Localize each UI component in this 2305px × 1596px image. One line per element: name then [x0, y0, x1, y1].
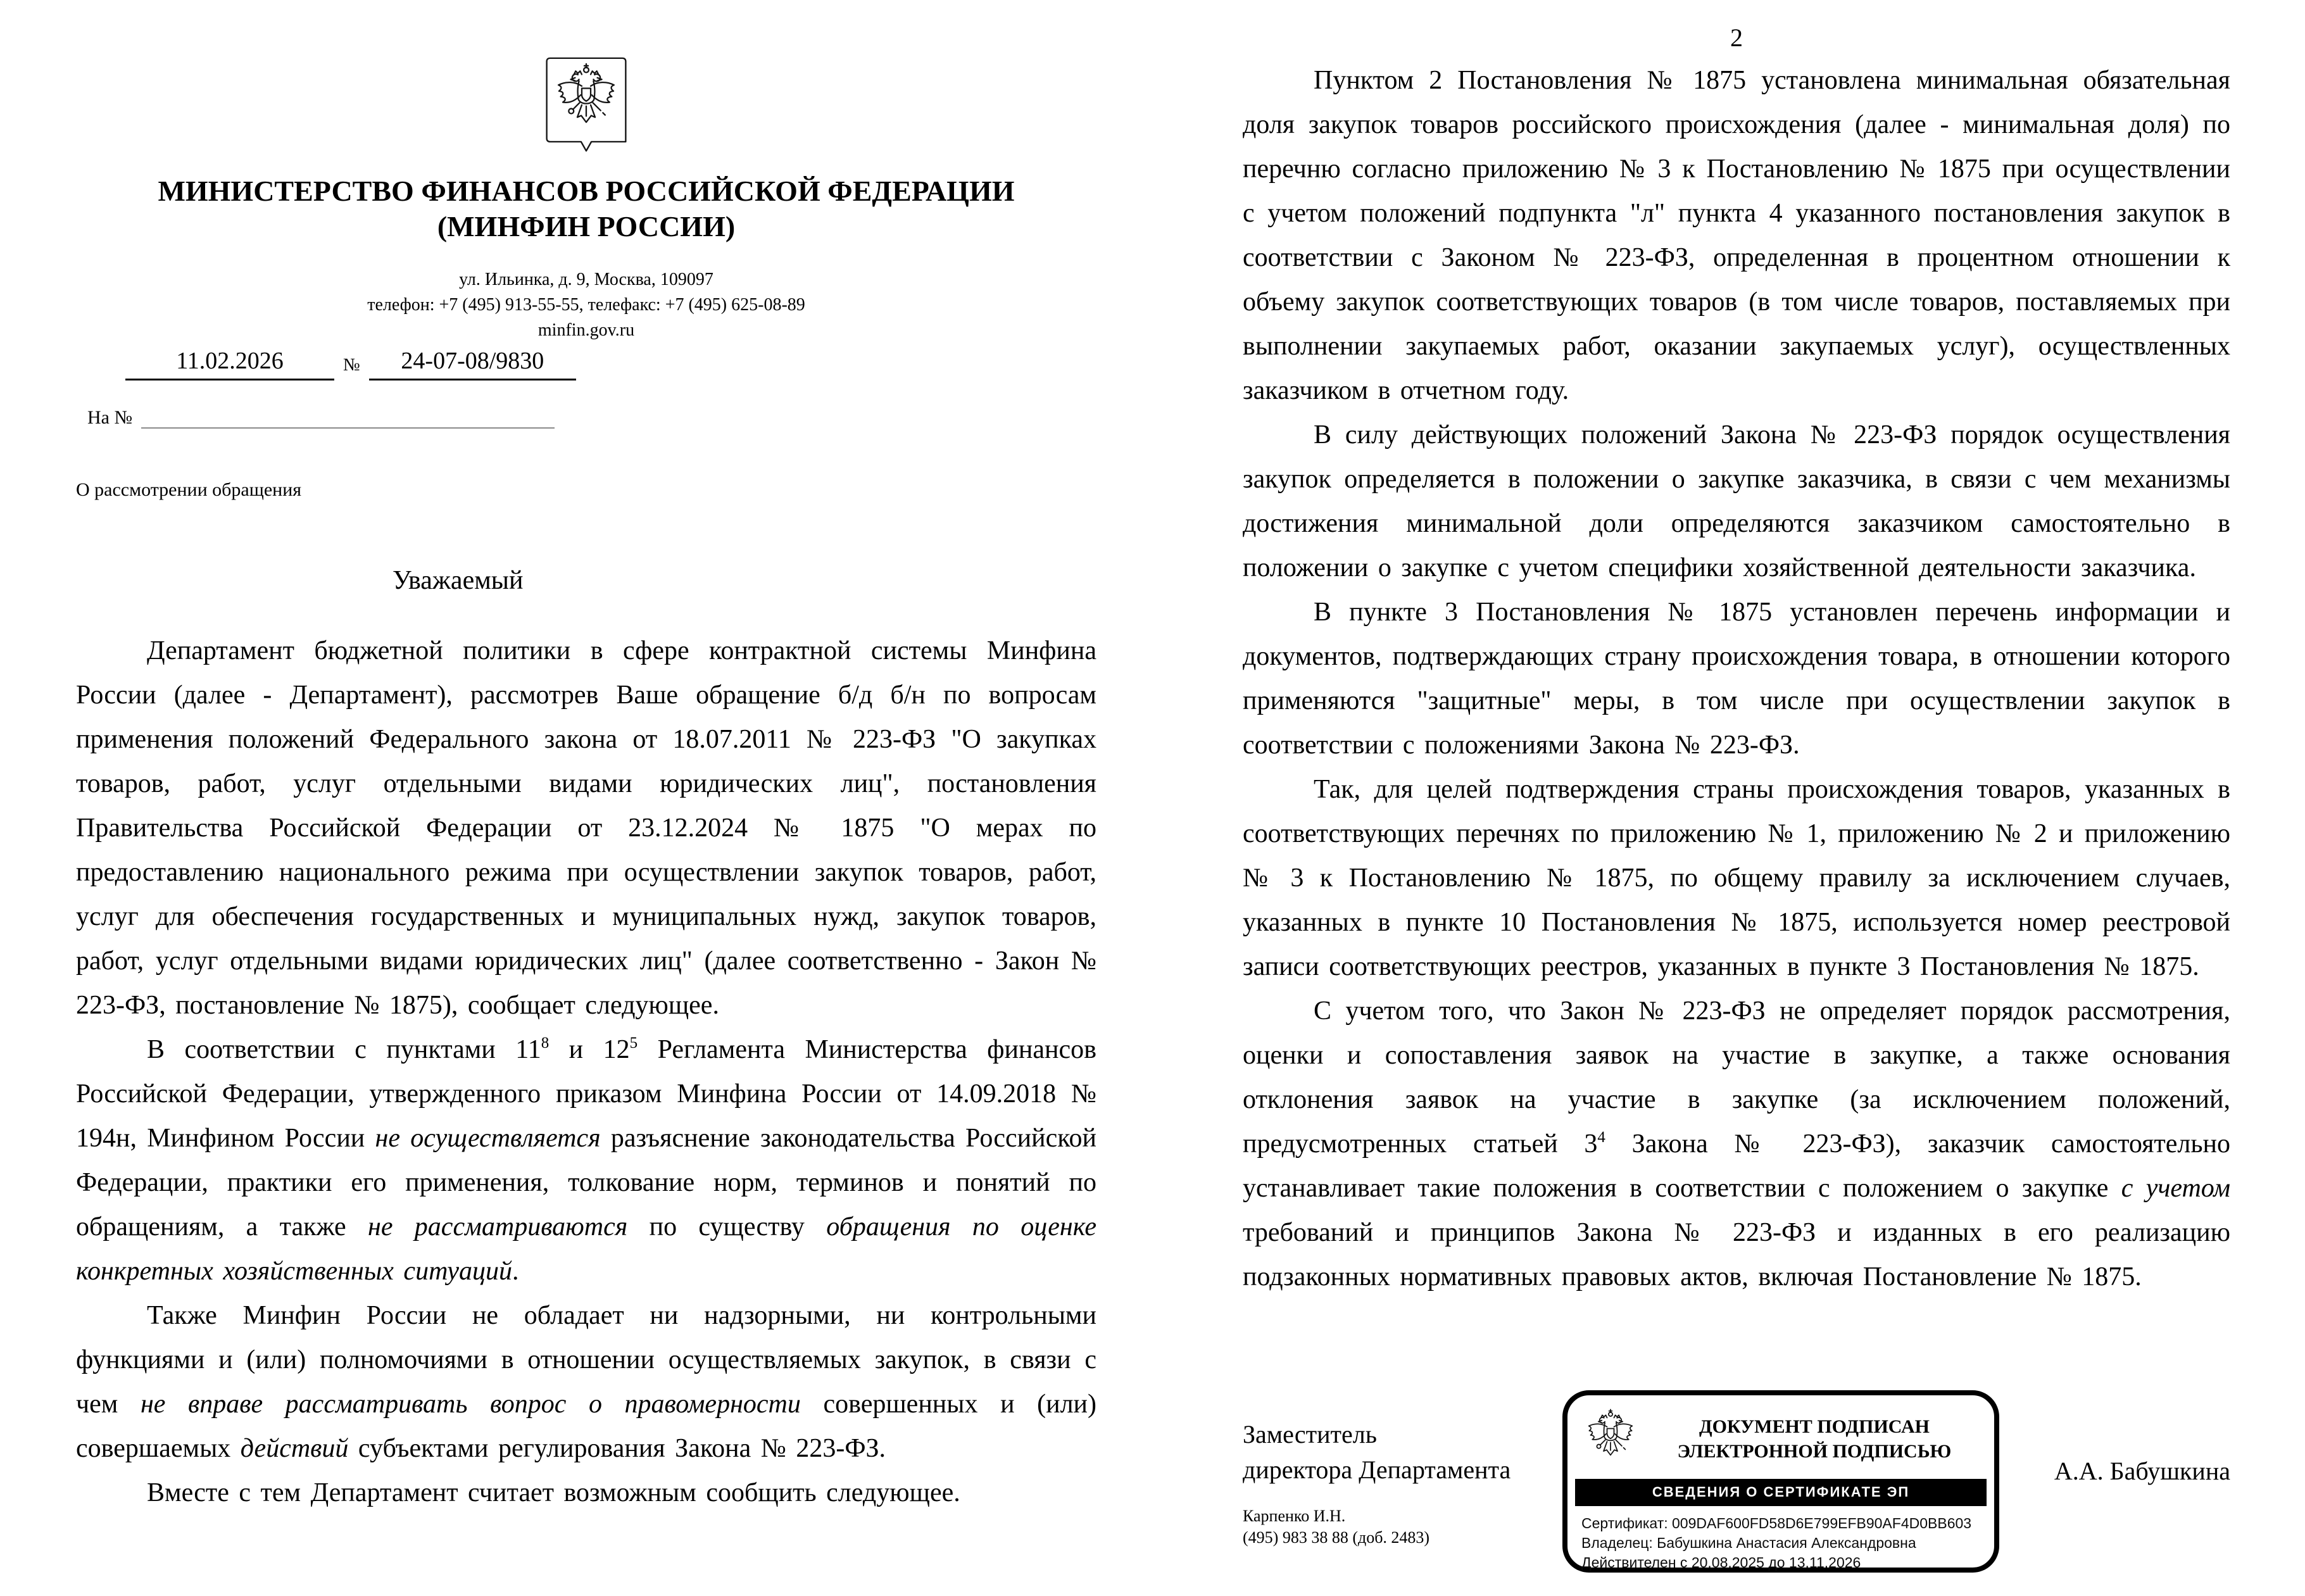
- paragraph: Так, для целей подтверждения страны происхождения товаров, указанных в соответствующих перечнях по приложению № 1, приложению № 2 и приложению № 3 к Постановлению № 1875, по общему правилу за исключением случаев, указанных в пункте 10 Постановления № 1875, используется номер реестровой записи соответствующих реестров, указанных в пункте 3 Постановления № 1875.: [1243, 775, 2230, 981]
- coat-of-arms-icon: [1584, 1409, 1637, 1469]
- phone-line: телефон: +7 (495) 913-55-55, телефакс: +7 (495) 625-08-89: [367, 295, 805, 315]
- stamp-certificate-bar: СВЕДЕНИЯ О СЕРТИФИКАТЕ ЭП: [1575, 1479, 1987, 1506]
- subject-line: О рассмотрении обращения: [76, 479, 302, 500]
- coat-of-arms-icon: [544, 56, 628, 154]
- paragraph: Департамент бюджетной политики в сфере контрактной системы Минфина России (далее - Департамент), рассмотрев Ваше обращение б/д б/н по вопросам применения положений Федерального закона от 18.07.2011 № 223-ФЗ "О закупках товаров, работ, услуг отдельными видами юридических лиц", постановления Правительства Российской Федерации от 23.12.2024 № 1875 "О мерах по предоставлению национального режима при осуществлении закупок товаров, работ, услуг для обеспечения государственных и муниципальных нужд, закупок товаров, работ, услуг отдельными видами юридических лиц" (далее соответственно - Закон № 223-ФЗ, постановление № 1875), сообщает следующее.: [76, 636, 1096, 1020]
- stamp-certificate: Сертификат: 009DAF600FD58D6E799EFB90AF4D0BB603: [1581, 1515, 1972, 1531]
- ministry-short-name: (МИНФИН РОССИИ): [437, 210, 736, 242]
- stamp-header: [1567, 1395, 1994, 1478]
- signature-position: [1243, 1417, 1510, 1488]
- outgoing-number: 24-07-08/9830: [369, 347, 576, 380]
- stamp-title-line2: ЭЛЕКТРОННОЙ ПОДПИСЬЮ: [1677, 1441, 1952, 1462]
- signatory-name: А.А. Бабушкина: [2054, 1457, 2230, 1485]
- outgoing-date: 11.02.2026: [125, 347, 334, 380]
- reply-to-label: На №: [87, 407, 133, 428]
- website: minfin.gov.ru: [537, 320, 635, 340]
- contact-block: [76, 267, 1096, 343]
- letterhead-emblem: [544, 56, 628, 154]
- page-number: 2: [1730, 23, 1743, 52]
- paragraph: С учетом того, что Закон № 223-ФЗ не определяет порядок рассмотрения, оценки и сопоставления заявок на участие в закупке, а также основания отклонения заявок на участие в закупке (за исключением положений, предусмотренных статьей $3^4$ Закона № 223-ФЗ), заказчик самостоятельно устанавливает такие положения в соответствии с положением о закупке с учетом требований и принципов Закона № 223-ФЗ и изданных в его реализацию подзаконных нормативных правовых актов, включая Постановление № 1875.: [1243, 996, 2230, 1291]
- stamp-validity: Действителен с 20.08.2025 до 13.11.2026: [1581, 1554, 1861, 1571]
- stamp-title-line1: ДОКУМЕНТ ПОДПИСАН: [1699, 1416, 1930, 1437]
- signature-position-line1: Заместитель: [1243, 1420, 1377, 1448]
- reply-to-blank: [141, 403, 555, 429]
- electronic-signature-stamp: [1562, 1390, 1999, 1573]
- page-1: [76, 0, 1096, 1515]
- executor-info: [1243, 1505, 1429, 1549]
- letterhead: [76, 173, 1096, 244]
- stamp-title: [1650, 1414, 1979, 1464]
- address-line: ул. Ильинка, д. 9, Москва, 109097: [459, 270, 713, 289]
- letter-body: [76, 629, 1096, 1515]
- letter-body: [1243, 58, 2230, 1299]
- salutation: Уважаемый: [393, 566, 524, 595]
- stamp-details: [1567, 1506, 1994, 1573]
- number-sign: №: [343, 355, 360, 375]
- paragraph: В пункте 3 Постановления № 1875 установлен перечень информации и документов, подтверждающих страну происхождения товара, в отношении которого применяются "защитные" меры, в том числе при осуществлении закупок в соответствии с положениями Закона № 223-ФЗ.: [1243, 598, 2230, 760]
- paragraph: Вместе с тем Департамент считает возможным сообщить следующее.: [147, 1478, 960, 1507]
- executor-phone: (495) 983 38 88 (доб. 2483): [1243, 1528, 1430, 1547]
- paragraph: Также Минфин России не обладает ни надзорными, ни контрольными функциями и (или) полномочиями в отношении осуществляемых закупок, в связи с чем не вправе рассматривать вопрос о правомерности совершенных и (или) совершаемых действий субъектами регулирования Закона № 223-ФЗ.: [76, 1301, 1097, 1463]
- reply-to-line: [87, 403, 555, 429]
- paragraph: В силу действующих положений Закона № 223-ФЗ порядок осуществления закупок определяется в положении о закупке заказчика, в связи с чем механизмы достижения минимальной доли определяются заказчиком самостоятельно в положении о закупке с учетом специфики хозяйственной деятельности заказчика.: [1243, 420, 2230, 582]
- paragraph: В соответствии с пунктами $11^8$ и $12^5$ Регламента Министерства финансов Российской Федерации, утвержденного приказом Минфина России от 14.09.2018 № 194н, Минфином России не осуществляется разъяснение законодательства Российской Федерации, практики его применения, толкование норм, терминов и понятий по обращениям, а также не рассматриваются по существу обращения по оценке конкретных хозяйственных ситуаций.: [76, 1034, 1097, 1286]
- stamp-owner: Владелец: Бабушкина Анастасия Александровна: [1581, 1535, 1916, 1551]
- executor-name: Карпенко И.Н.: [1243, 1507, 1346, 1525]
- paragraph: Пунктом 2 Постановления № 1875 установлена минимальная обязательная доля закупок товаров российского происхождения (далее - минимальная доля) по перечню согласно приложению № 3 к Постановлению № 1875 при осуществлении с учетом положений подпункта "л" пункта 4 указанного постановления закупок в соответствии с Законом № 223-ФЗ, определенная в процентном отношении к объему закупок соответствующих товаров (в том числе товаров, поставляемых при выполнении закупаемых работ, оказании закупаемых услуг), осуществленных заказчиком в отчетном году.: [1243, 66, 2230, 405]
- signature-position-line2: директора Департамента: [1243, 1455, 1511, 1484]
- reference-line: [125, 347, 576, 380]
- ministry-name: МИНИСТЕРСТВО ФИНАНСОВ РОССИЙСКОЙ ФЕДЕРАЦИИ: [158, 175, 1015, 207]
- page-2: [1243, 0, 2230, 1571]
